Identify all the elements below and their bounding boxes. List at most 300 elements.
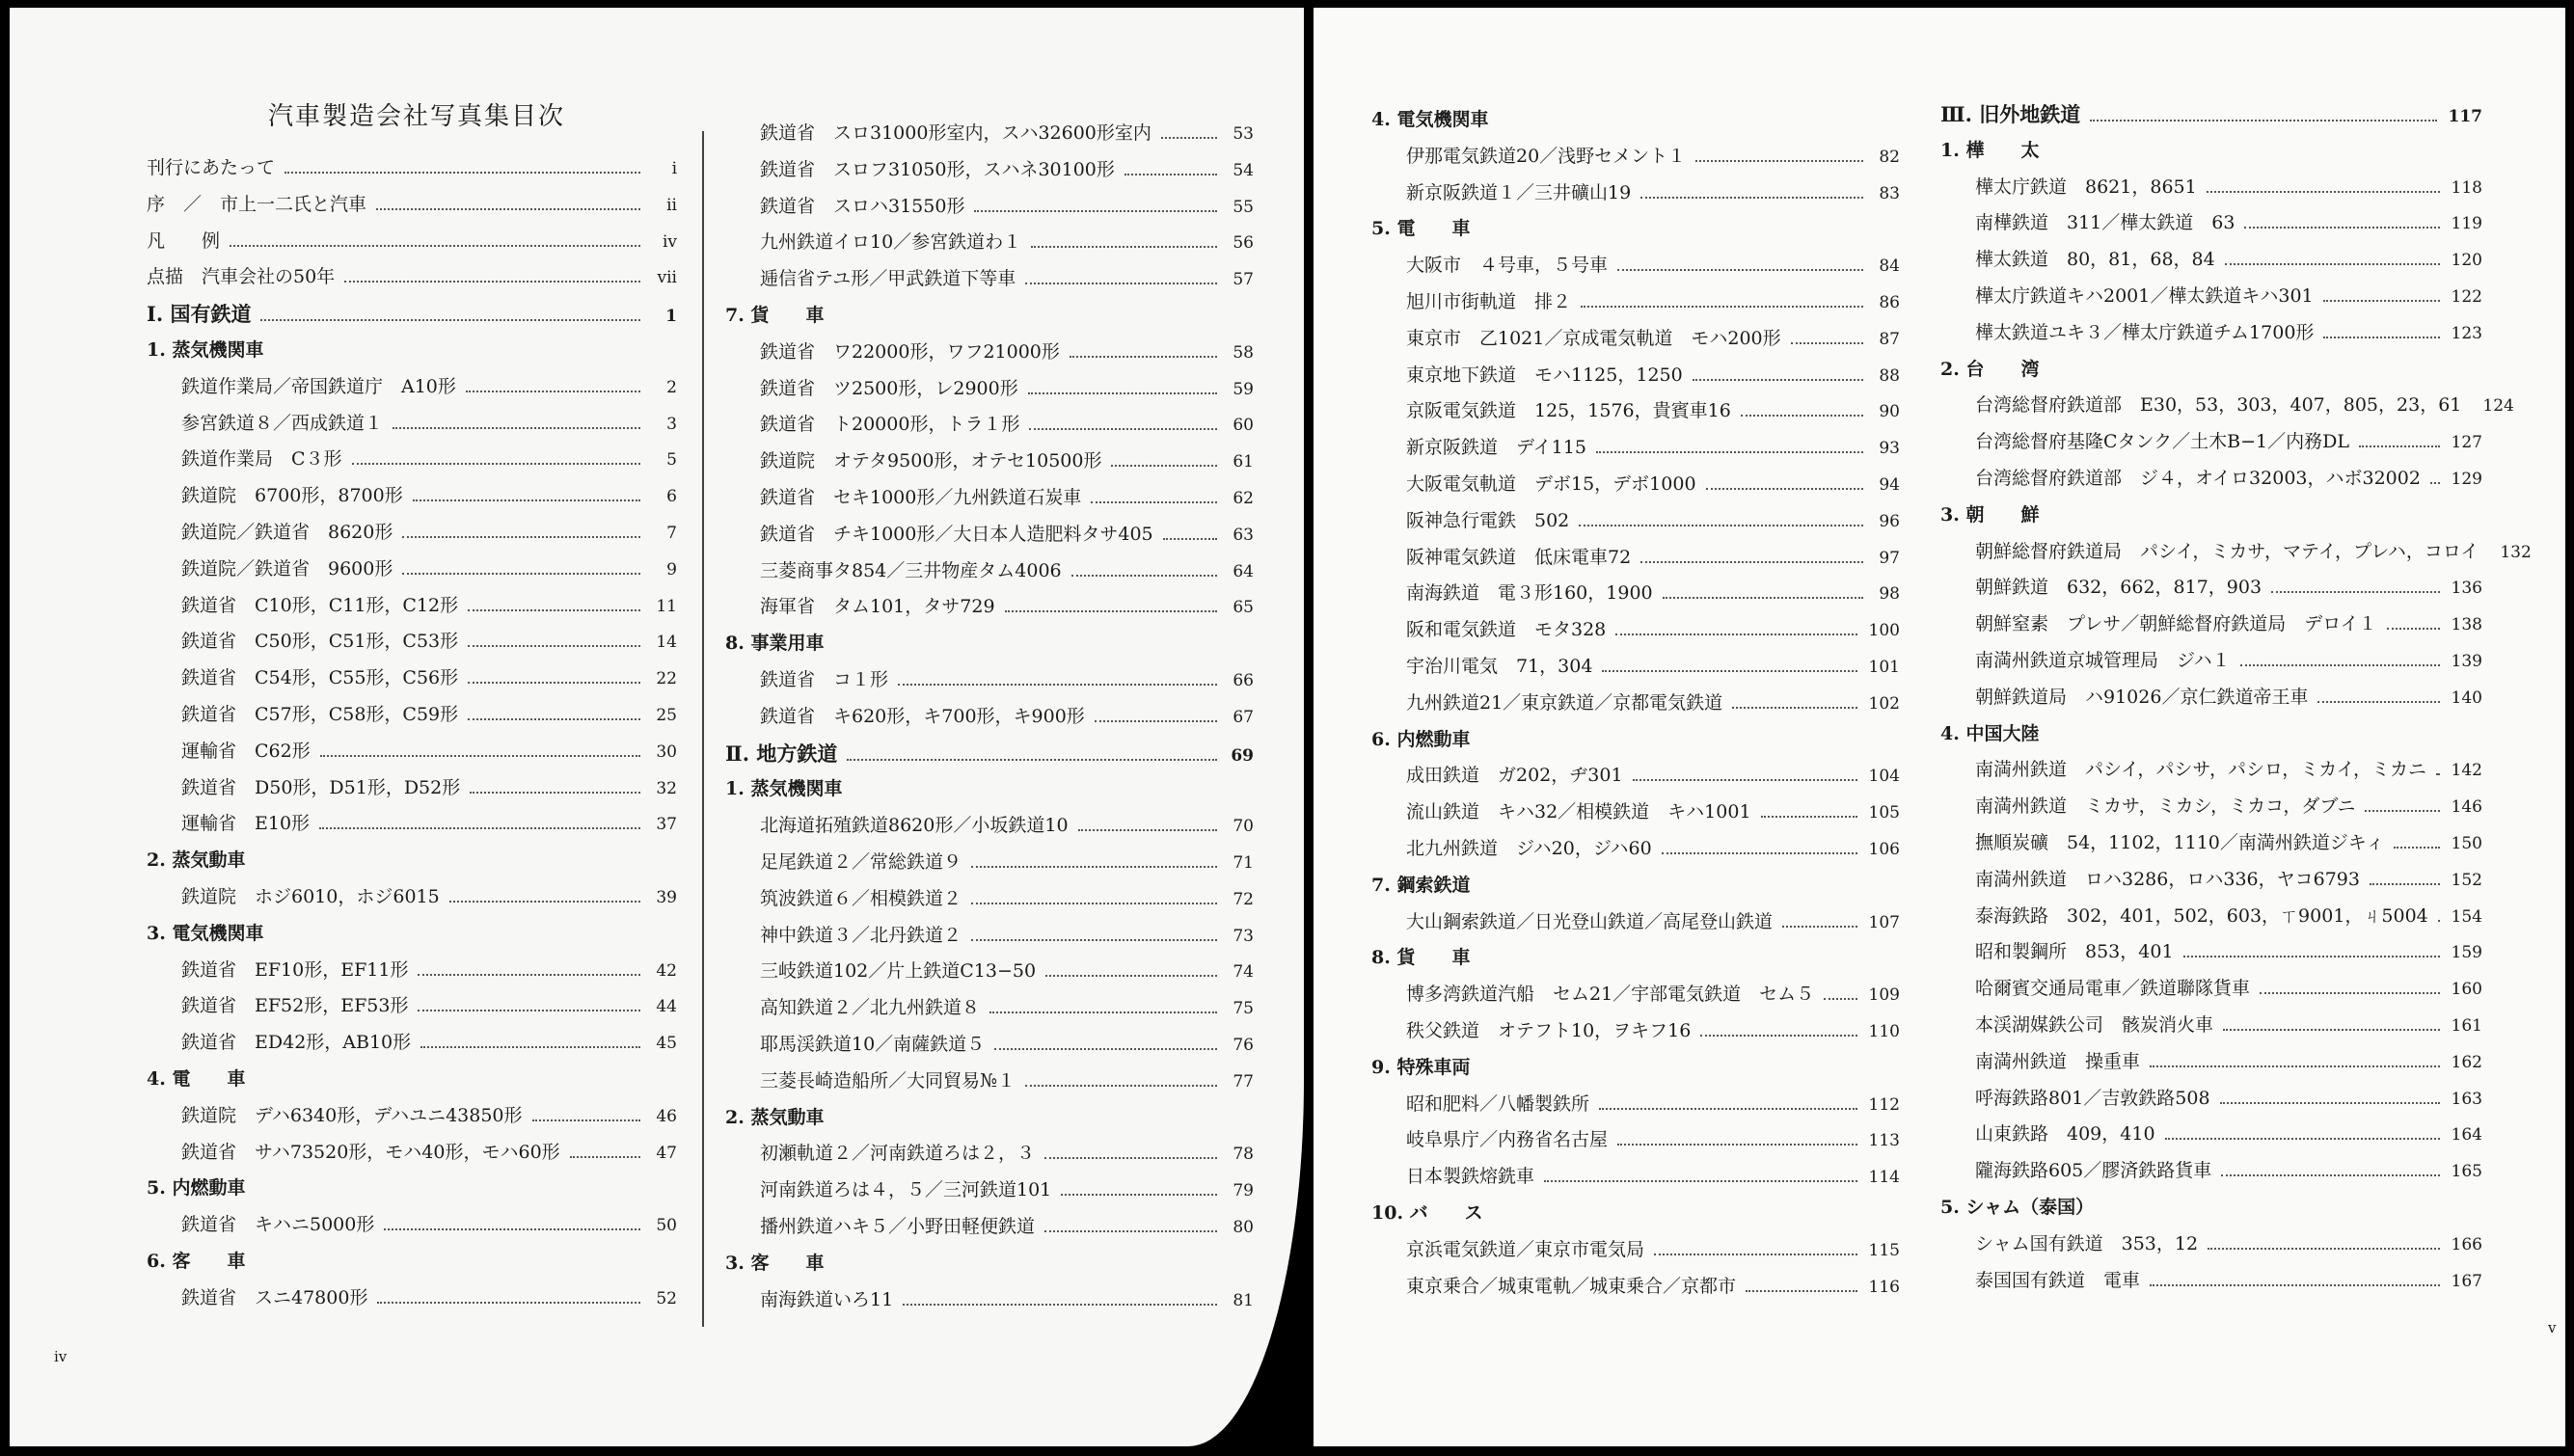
entry-page-number: 132 bbox=[2500, 542, 2532, 562]
entry-title: 鉄道省 キハニ5000形 bbox=[181, 1214, 375, 1236]
entry-title: 鉄道省 スニ47800形 bbox=[181, 1286, 368, 1308]
column-divider bbox=[702, 131, 704, 1327]
toc-entry bbox=[1371, 649, 1900, 686]
dot-leader bbox=[2271, 591, 2439, 593]
dot-leader bbox=[1579, 525, 1863, 526]
dot-leader bbox=[2359, 445, 2440, 447]
entry-page-number: 80 bbox=[1233, 1217, 1254, 1237]
toc-entry bbox=[1940, 862, 2482, 899]
entry-page-number: 127 bbox=[2451, 433, 2482, 453]
toc-entry bbox=[1371, 686, 1900, 722]
entry-page-number: 160 bbox=[2451, 980, 2482, 1000]
toc-entry bbox=[1940, 899, 2482, 935]
entry-page-number: 75 bbox=[1233, 999, 1254, 1019]
toc-entry bbox=[147, 624, 677, 661]
toc-entry bbox=[1940, 242, 2482, 279]
subsection-heading bbox=[1371, 211, 1900, 248]
dot-leader bbox=[532, 1119, 640, 1121]
entry-title: 3. 電気機関車 bbox=[147, 922, 264, 944]
entry-title: 樺太庁鉄道 8621，8651 bbox=[1975, 175, 2197, 198]
entry-page-number: 3 bbox=[666, 414, 677, 434]
dot-leader bbox=[1005, 610, 1217, 612]
entry-title: 参宮鉄道８／西成鉄道１ bbox=[181, 412, 384, 434]
entry-title: 成田鉄道 ガ202，ヂ301 bbox=[1406, 765, 1623, 787]
toc-entry bbox=[1940, 934, 2482, 971]
toc-entry bbox=[1940, 388, 2514, 424]
entry-page-number: 84 bbox=[1879, 256, 1900, 277]
dot-leader bbox=[2430, 482, 2440, 484]
dot-leader bbox=[418, 1010, 640, 1011]
dot-leader bbox=[1596, 451, 1863, 453]
toc-column bbox=[1940, 96, 2532, 1299]
dot-leader bbox=[344, 281, 640, 283]
dot-leader bbox=[898, 684, 1217, 686]
toc-entry bbox=[147, 369, 677, 406]
entry-title: 京阪電気鉄道 125，1576，貴賓車16 bbox=[1406, 400, 1731, 422]
toc-entry bbox=[725, 261, 1254, 298]
dot-leader bbox=[1061, 1194, 1217, 1196]
entry-title: 大阪市 ４号車，５号車 bbox=[1406, 255, 1609, 277]
subsection-heading bbox=[1371, 868, 1900, 904]
toc-entry bbox=[725, 1064, 1254, 1100]
entry-title: 九州鉄道イロ10／参宮鉄道わ１ bbox=[760, 231, 1022, 254]
entry-page-number: 44 bbox=[656, 997, 677, 1017]
toc-entry bbox=[1940, 424, 2482, 461]
entry-title: 鉄道省 セキ1000形／九州鉄道石炭車 bbox=[760, 486, 1082, 508]
entry-page-number: 104 bbox=[1868, 767, 1900, 787]
dot-leader bbox=[1599, 1108, 1857, 1110]
entry-title: Ⅰ. 国有鉄道 bbox=[147, 302, 252, 327]
entry-page-number: 136 bbox=[2451, 579, 2482, 599]
subsection-heading bbox=[147, 1171, 677, 1207]
entry-page-number: 165 bbox=[2451, 1162, 2482, 1182]
entry-title: 鉄道省 チキ1000形／大日本人造肥料タサ405 bbox=[760, 523, 1153, 545]
entry-title: 泰国国有鉄道 電車 bbox=[1975, 1269, 2141, 1291]
toc-entry bbox=[1371, 1159, 1900, 1196]
entry-page-number: 37 bbox=[656, 815, 677, 835]
entry-page-number: 106 bbox=[1868, 839, 1900, 859]
toc-entry bbox=[725, 444, 1254, 480]
entry-page-number: 90 bbox=[1879, 402, 1900, 422]
entry-title: 5. シャム（泰国） bbox=[1940, 1196, 2095, 1218]
entry-title: 4. 中国大陸 bbox=[1940, 722, 2040, 744]
toc-entry bbox=[725, 116, 1254, 152]
entry-title: 昭和製鋼所 853，401 bbox=[1975, 941, 2174, 963]
toc-entry bbox=[725, 152, 1254, 189]
dot-leader bbox=[994, 1048, 1217, 1050]
toc-entry bbox=[1940, 1117, 2482, 1153]
dot-leader bbox=[420, 1046, 640, 1048]
entry-title: 岐阜県庁／内務省名古屋 bbox=[1406, 1129, 1609, 1151]
entry-title: 鉄道院 6700形，8700形 bbox=[181, 485, 403, 507]
entry-title: 1. 蒸気機関車 bbox=[147, 338, 264, 361]
toc-entry bbox=[147, 1098, 677, 1135]
entry-title: 南樺鉄道 311／樺太鉄道 63 bbox=[1975, 212, 2235, 234]
entry-title: 秩父鉄道 オテフト10，ヲキフ16 bbox=[1406, 1019, 1692, 1041]
toc-entry bbox=[1940, 461, 2482, 498]
dot-leader bbox=[1161, 137, 1217, 139]
toc-entry bbox=[1940, 971, 2482, 1008]
subsection-heading bbox=[1940, 498, 2482, 534]
entry-title: 阪神急行電鉄 502 bbox=[1406, 509, 1570, 531]
entry-page-number: 30 bbox=[656, 741, 677, 762]
entry-page-number: 113 bbox=[1868, 1131, 1900, 1151]
entry-page-number: 73 bbox=[1233, 926, 1254, 946]
subsection-heading bbox=[725, 626, 1254, 662]
toc-entry bbox=[725, 589, 1254, 626]
entry-title: 鉄道省 C57形，C58形，C59形 bbox=[181, 703, 459, 725]
entry-title: 山東鉄路 409，410 bbox=[1975, 1123, 2155, 1146]
dot-leader bbox=[2240, 664, 2440, 666]
dot-leader bbox=[1025, 1085, 1217, 1087]
entry-page-number: vii bbox=[657, 268, 677, 288]
dot-leader bbox=[1663, 597, 1863, 599]
dot-leader bbox=[1602, 670, 1856, 672]
entry-page-number: 58 bbox=[1233, 342, 1254, 363]
entry-title: 南満州鉄道 ミカサ，ミカシ，ミカコ，ダブニ bbox=[1975, 795, 2356, 818]
entry-title: 鉄道院／鉄道省 9600形 bbox=[181, 557, 393, 580]
dot-leader bbox=[402, 573, 640, 575]
dot-leader bbox=[1617, 1144, 1857, 1146]
entry-title: 新京阪鉄道 デイ115 bbox=[1406, 437, 1586, 459]
dot-leader bbox=[1581, 306, 1863, 308]
dot-leader bbox=[418, 974, 640, 976]
entry-page-number: 138 bbox=[2451, 615, 2482, 635]
dot-leader bbox=[384, 1228, 640, 1230]
subsection-heading bbox=[725, 771, 1254, 808]
toc-entry bbox=[725, 662, 1254, 699]
subsection-heading bbox=[1371, 1050, 1900, 1087]
entry-page-number: 61 bbox=[1233, 452, 1254, 472]
entry-title: 鉄道省 EF10形，EF11形 bbox=[181, 958, 409, 981]
entry-page-number: 114 bbox=[1868, 1168, 1900, 1188]
toc-entry bbox=[725, 480, 1254, 517]
entry-page-number: 119 bbox=[2451, 214, 2482, 234]
entry-title: 鉄道作業局 C３形 bbox=[181, 448, 342, 471]
dot-leader bbox=[2244, 227, 2439, 229]
dot-leader bbox=[377, 1302, 640, 1304]
dot-leader bbox=[2183, 956, 2440, 957]
toc-entry bbox=[1371, 1269, 1900, 1306]
dot-leader bbox=[466, 391, 640, 392]
toc-entry bbox=[1940, 1153, 2482, 1190]
entry-title: 哈爾賓交通局電車／鉄道聯隊貨車 bbox=[1975, 978, 2251, 1000]
dot-leader bbox=[468, 682, 640, 684]
entry-page-number: 22 bbox=[656, 669, 677, 689]
subsection-heading bbox=[147, 333, 677, 369]
entry-title: 筑波鉄道６／相模鉄道２ bbox=[760, 887, 962, 909]
entry-title: 鉄道省 C50形，C51形，C53形 bbox=[181, 631, 459, 653]
entry-title: 鉄道省 ツ2500形，レ2900形 bbox=[760, 377, 1018, 399]
dot-leader bbox=[1824, 998, 1856, 1000]
entry-page-number: 118 bbox=[2451, 177, 2482, 198]
entry-page-number: 70 bbox=[1233, 817, 1254, 837]
entry-title: 鉄道院／鉄道省 8620形 bbox=[181, 521, 393, 543]
entry-title: 点描 汽車会社の50年 bbox=[147, 266, 336, 288]
dot-leader bbox=[2436, 773, 2440, 775]
toc-entry bbox=[725, 225, 1254, 261]
entry-page-number: 152 bbox=[2451, 870, 2482, 890]
subsection-heading bbox=[725, 1100, 1254, 1137]
dot-leader bbox=[1124, 174, 1217, 175]
dot-leader bbox=[971, 939, 1217, 941]
toc-entry bbox=[147, 187, 677, 224]
dot-leader bbox=[413, 499, 640, 501]
entry-page-number: 123 bbox=[2451, 323, 2482, 343]
toc-entry bbox=[1371, 393, 1900, 430]
dot-leader bbox=[1640, 197, 1863, 199]
toc-entry bbox=[1940, 1081, 2482, 1118]
entry-page-number: 6 bbox=[666, 487, 677, 507]
toc-entry bbox=[725, 371, 1254, 408]
entry-title: 東京市 乙1021／京成電気軌道 モハ200形 bbox=[1406, 327, 1781, 349]
entry-title: 足尾鉄道２／常総鉄道９ bbox=[760, 850, 962, 873]
toc-entry bbox=[1371, 540, 1900, 577]
subsection-heading bbox=[1371, 102, 1900, 139]
dot-leader bbox=[1640, 561, 1863, 563]
toc-entry bbox=[1371, 503, 1900, 540]
entry-title: 新京阪鉄道１／三井礦山19 bbox=[1406, 181, 1632, 203]
entry-page-number: 129 bbox=[2451, 469, 2482, 489]
entry-page-number: 7 bbox=[666, 523, 677, 543]
toc-entry bbox=[1940, 1263, 2482, 1300]
dot-leader bbox=[1782, 926, 1857, 928]
dot-leader bbox=[1031, 246, 1217, 248]
entry-page-number: 60 bbox=[1233, 416, 1254, 436]
subsection-heading bbox=[147, 843, 677, 879]
toc-entry bbox=[1940, 1227, 2482, 1263]
toc-entry bbox=[147, 1025, 677, 1062]
entry-page-number: 59 bbox=[1233, 379, 1254, 399]
entry-title: 樺太鉄道 80，81，68，84 bbox=[1975, 249, 2215, 271]
left-page bbox=[10, 8, 1304, 1446]
toc-entry bbox=[1940, 205, 2482, 242]
entry-page-number: 140 bbox=[2451, 688, 2482, 708]
toc-entry bbox=[1940, 752, 2482, 789]
dot-leader bbox=[1091, 501, 1217, 503]
toc-entry bbox=[1371, 795, 1900, 831]
toc-entry bbox=[147, 259, 677, 296]
dot-leader bbox=[1078, 829, 1217, 831]
entry-title: 撫順炭礦 54，1102，1110／南満州鉄道ジキィ bbox=[1975, 831, 2385, 853]
entry-page-number: 63 bbox=[1233, 525, 1254, 545]
dot-leader bbox=[1111, 465, 1217, 467]
entry-page-number: 62 bbox=[1233, 488, 1254, 508]
toc-entry bbox=[1940, 570, 2482, 607]
dot-leader bbox=[1633, 779, 1857, 781]
toc-entry bbox=[725, 517, 1254, 553]
right-page bbox=[1314, 8, 2565, 1446]
entry-title: 1. 樺 太 bbox=[1940, 139, 2040, 161]
dot-leader bbox=[1617, 269, 1863, 271]
dot-leader bbox=[1741, 415, 1863, 417]
entry-title: 鉄道院 デハ6340形，デハユニ43850形 bbox=[181, 1104, 523, 1126]
entry-page-number: 57 bbox=[1233, 270, 1254, 290]
subsection-heading bbox=[147, 1062, 677, 1098]
dot-leader bbox=[230, 245, 640, 247]
entry-page-number: 53 bbox=[1233, 124, 1254, 144]
entry-title: 三菱商事タ854／三井物産タム4006 bbox=[760, 559, 1062, 581]
subsection-heading bbox=[1940, 133, 2482, 170]
toc-entry bbox=[1940, 279, 2482, 315]
entry-title: 大阪電気軌道 デボ15，デボ1000 bbox=[1406, 472, 1696, 495]
toc-entry bbox=[1371, 467, 1900, 503]
dot-leader bbox=[1044, 1157, 1217, 1159]
entry-title: 2. 蒸気動車 bbox=[147, 849, 246, 872]
entry-page-number: 163 bbox=[2451, 1089, 2482, 1109]
subsection-heading bbox=[1940, 352, 2482, 389]
entry-title: 鉄道院 オテタ9500形，オテセ10500形 bbox=[760, 450, 1102, 472]
entry-page-number: 54 bbox=[1233, 160, 1254, 180]
entry-title: 凡 例 bbox=[147, 229, 221, 252]
entry-page-number: 56 bbox=[1233, 233, 1254, 254]
entry-title: 阪和電気鉄道 モタ328 bbox=[1406, 619, 1607, 641]
entry-title: 昭和肥料／八幡製鉄所 bbox=[1406, 1092, 1590, 1115]
entry-page-number: 65 bbox=[1233, 598, 1254, 618]
toc-entry bbox=[725, 881, 1254, 918]
entry-page-number: 94 bbox=[1879, 474, 1900, 495]
toc-entry bbox=[725, 553, 1254, 590]
entry-page-number: 5 bbox=[666, 450, 677, 471]
entry-title: 運輸省 E10形 bbox=[181, 813, 311, 835]
entry-page-number: 25 bbox=[656, 705, 677, 725]
dot-leader bbox=[1693, 379, 1863, 381]
toc-entry bbox=[147, 552, 677, 588]
entry-title: 樺太鉄道ユキ３／樺太庁鉄道チム1700形 bbox=[1975, 321, 2315, 343]
dot-leader bbox=[1732, 707, 1856, 709]
entry-title: 鉄道省 EF52形，EF53形 bbox=[181, 995, 409, 1017]
entry-title: 朝鮮総督府鉄道局 パシイ，ミカサ，マテイ，プレハ，コロイ bbox=[1975, 540, 2479, 562]
entry-title: 鉄道院 ホジ6010，ホジ6015 bbox=[181, 885, 440, 907]
entry-title: 南海鉄道 電３形160，1900 bbox=[1406, 582, 1653, 605]
entry-title: 旭川市街軌道 排２ bbox=[1406, 290, 1572, 312]
entry-page-number: 87 bbox=[1879, 329, 1900, 349]
page-number: v bbox=[2548, 1319, 2557, 1336]
entry-title: 流山鉄道 キハ32／相模鉄道 キハ1001 bbox=[1406, 801, 1751, 823]
toc-entry bbox=[1940, 1008, 2482, 1044]
toc-entry bbox=[1940, 789, 2482, 825]
entry-title: 南満州鉄道 パシイ，パシサ，パシロ，ミカイ，ミカニ bbox=[1975, 759, 2426, 781]
entry-title: 鉄道省 C54形，C55形，C56形 bbox=[181, 667, 459, 689]
dot-leader bbox=[1070, 356, 1217, 358]
entry-title: 台湾総督府鉄道部 ジ４，オイロ32003，ハボ32002 bbox=[1975, 467, 2421, 489]
page-number: iv bbox=[54, 1348, 68, 1365]
entry-page-number: 142 bbox=[2451, 761, 2482, 781]
entry-title: 3. 朝 鮮 bbox=[1940, 503, 2040, 526]
toc-entry bbox=[1940, 825, 2482, 862]
dot-leader bbox=[989, 1011, 1217, 1013]
toc-entry bbox=[1371, 977, 1900, 1013]
entry-title: 朝鮮窒素 プレサ／朝鮮総督府鉄道局 デロイ１ bbox=[1975, 613, 2377, 635]
entry-title: 三岐鉄道102／片上鉄道C13−50 bbox=[760, 960, 1037, 983]
entry-title: 伊那電気鉄道20／浅野セメント１ bbox=[1406, 145, 1687, 167]
dot-leader bbox=[2220, 1102, 2440, 1104]
entry-page-number: 97 bbox=[1879, 548, 1900, 568]
dot-leader bbox=[468, 718, 640, 720]
entry-page-number: 45 bbox=[656, 1034, 677, 1054]
entry-title: 東京地下鉄道 モハ1125，1250 bbox=[1406, 364, 1683, 386]
toc-entry bbox=[1371, 1013, 1900, 1050]
toc-entry bbox=[1371, 758, 1900, 795]
dot-leader bbox=[2323, 337, 2439, 338]
dot-leader bbox=[2225, 263, 2440, 265]
entry-title: 序 ／ 市上一二氏と汽車 bbox=[147, 193, 367, 215]
subsection-heading bbox=[1371, 722, 1900, 759]
toc-entry bbox=[725, 407, 1254, 444]
entry-title: 7. 鋼索鉄道 bbox=[1371, 874, 1471, 896]
entry-title: 逓信省テユ形／甲武鉄道下等車 bbox=[760, 268, 1016, 290]
dot-leader bbox=[1544, 1180, 1857, 1182]
entry-title: 河南鉄道ろは４，５／三河鉄道101 bbox=[760, 1179, 1052, 1201]
entry-page-number: 83 bbox=[1879, 183, 1900, 203]
entry-title: 6. 内燃動車 bbox=[1371, 728, 1471, 750]
toc-entry bbox=[1371, 321, 1900, 358]
entry-page-number: 81 bbox=[1233, 1290, 1254, 1310]
toc-entry bbox=[1371, 284, 1900, 321]
subsection-heading bbox=[1940, 1190, 2482, 1227]
toc-entry bbox=[1940, 534, 2532, 571]
entry-title: 北九州鉄道 ジハ20，ジハ60 bbox=[1406, 837, 1652, 859]
dot-leader bbox=[468, 645, 640, 647]
entry-page-number: 79 bbox=[1233, 1181, 1254, 1201]
toc-entry bbox=[1371, 1232, 1900, 1269]
toc-entry bbox=[725, 189, 1254, 226]
dot-leader bbox=[2260, 992, 2440, 994]
toc-entry bbox=[1940, 170, 2482, 206]
entry-page-number: 150 bbox=[2451, 833, 2482, 853]
toc-entry bbox=[147, 734, 677, 770]
entry-title: 10. バ ス bbox=[1371, 1201, 1483, 1224]
page-title: 汽車製造会社写真集目次 bbox=[268, 102, 566, 131]
entry-page-number: 86 bbox=[1879, 292, 1900, 312]
entry-page-number: 159 bbox=[2451, 943, 2482, 963]
entry-page-number: 42 bbox=[656, 960, 677, 981]
entry-title: 阪神電気鉄道 低床電車72 bbox=[1406, 546, 1632, 568]
dot-leader bbox=[449, 901, 640, 903]
entry-page-number: 154 bbox=[2451, 906, 2482, 927]
entry-title: 4. 電 車 bbox=[147, 1067, 246, 1090]
toc-entry bbox=[147, 697, 677, 734]
dot-leader bbox=[468, 609, 640, 611]
entry-title: 5. 電 車 bbox=[1371, 218, 1471, 240]
subsection-heading bbox=[1371, 1196, 1900, 1232]
entry-title: 南満州鉄道京城管理局 ジハ１ bbox=[1975, 649, 2231, 671]
entry-page-number: 71 bbox=[1233, 852, 1254, 873]
dot-leader bbox=[2150, 1284, 2440, 1286]
dot-leader bbox=[2387, 628, 2440, 630]
entry-title: 北海道拓殖鉄道8620形／小坂鉄道10 bbox=[760, 815, 1069, 837]
toc-entry bbox=[725, 918, 1254, 955]
entry-page-number: 32 bbox=[656, 778, 677, 798]
toc-entry bbox=[147, 953, 677, 989]
dot-leader bbox=[1662, 852, 1857, 854]
toc-entry bbox=[1371, 904, 1900, 941]
toc-entry bbox=[725, 1282, 1254, 1319]
toc-entry bbox=[725, 335, 1254, 371]
entry-page-number: 117 bbox=[2448, 107, 2482, 126]
section-heading bbox=[725, 736, 1254, 772]
entry-page-number: 110 bbox=[1868, 1021, 1900, 1041]
toc-entry bbox=[725, 1209, 1254, 1246]
entry-title: 鉄道省 スロフ31050形，スハネ30100形 bbox=[760, 158, 1115, 180]
subsection-heading bbox=[725, 1246, 1254, 1282]
entry-title: 8. 貨 車 bbox=[1371, 947, 1471, 969]
entry-page-number: ii bbox=[666, 195, 677, 215]
entry-title: 台湾総督府鉄道部 E30，53，303，407，805，23，61 bbox=[1975, 394, 2462, 417]
dot-leader bbox=[319, 827, 640, 829]
entry-title: 南海鉄道いろ11 bbox=[760, 1288, 894, 1310]
dot-leader bbox=[974, 210, 1217, 212]
